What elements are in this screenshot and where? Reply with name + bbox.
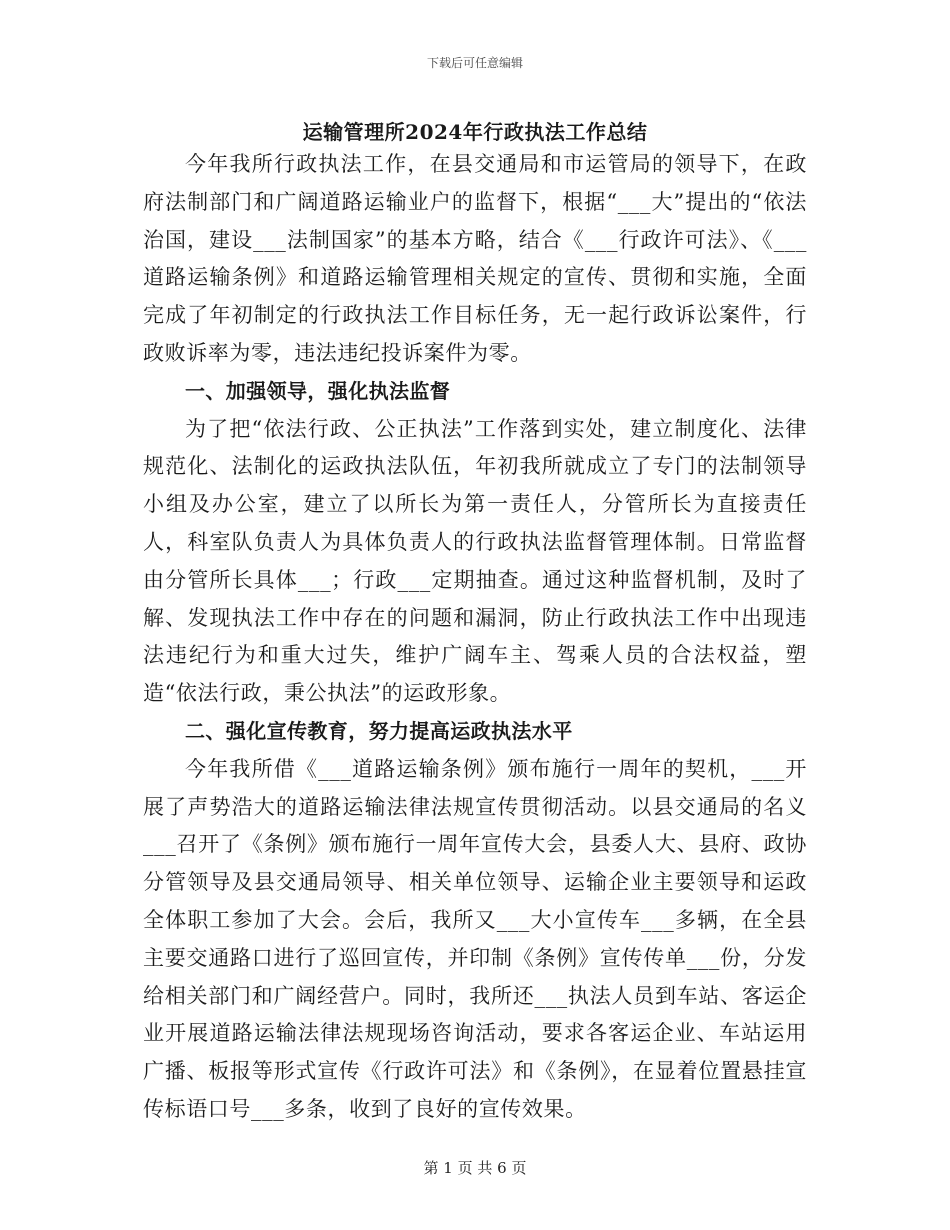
section-heading-1: 一、加强领导，强化执法监督	[185, 378, 451, 403]
page-number-footer: 第 1 页 共 6 页	[423, 1159, 527, 1177]
header-note: 下载后可任意编辑	[426, 56, 523, 70]
document-title: 运输管理所2024年行政执法工作总结	[302, 120, 648, 144]
paragraph-section-1: 为了把“依法行政、公正执法”工作落到实处，建立制度化、法律规范化、法制化的运政执法队伍，年初我所就成立了专门的法制领导小组及办公室，建立了以所长为第一责任人，分管所长为直接责任人，科室队负责人为具体负责人的行政执法监督管理体制。日常监督由分管所长具体___；行政___定期抽查。通过这种监督机制，及时了解、发现执法工作中存在的问题和漏洞，防止行政执法工作中出现违法违纪行为和重大过失，维护广阔车主、驾乘人员的合法权益，塑造“依法行政，秉公执法”的运政形象。	[143, 416, 807, 706]
document-body	[143, 146, 807, 1129]
paragraph-intro: 今年我所行政执法工作，在县交通局和市运管局的领导下，在政府法制部门和广阔道路运输业户的监督下，根据“___大”提出的“依法治国，建设___法制国家”的基本方略，结合《___行政许可法》、《___道路运输条例》和道路运输管理相关规定的宣传、贯彻和实施，全面完成了年初制定的行政执法工作目标任务，无一起行政诉讼案件，行政败诉率为零，违法违纪投诉案件为零。	[143, 152, 807, 365]
paragraph-section-2: 今年我所借《___道路运输条例》颁布施行一周年的契机，___开展了声势浩大的道路运输法律法规宣传贯彻活动。以县交通局的名义___召开了《条例》颁布施行一周年宣传大会，县委人大、县府、政协分管领导及县交通局领导、相关单位领导、运输企业主要领导和运政全体职工参加了大会。会后，我所又___大小宣传车___多辆，在全县主要交通路口进行了巡回宣传，并印制《条例》宣传传单___份，分发给相关部门和广阔经营户。同时，我所还___执法人员到车站、客运企业开展道路运输法律法规现场咨询活动，要求各客运企业、车站运用广播、板报等形式宣传《行政许可法》和《条例》，在显着位置悬挂宣传标语口号___多条，收到了良好的宣传效果。	[143, 756, 807, 1121]
section-heading-2: 二、强化宣传教育，努力提高运政执法水平	[185, 718, 573, 743]
